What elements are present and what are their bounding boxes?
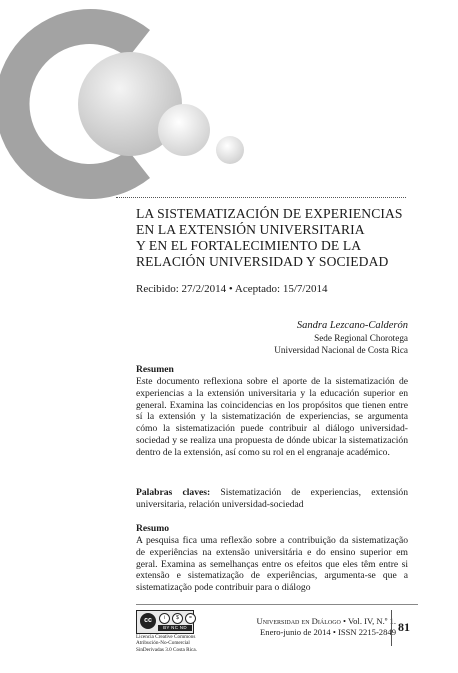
author-block — [274, 320, 408, 356]
received-accepted-dates: Recibido: 27/2/2014 • Aceptado: 15/7/2014 — [136, 283, 328, 295]
author-affiliation: Sede Regional Chorotega — [314, 333, 408, 343]
author-affiliation: Universidad Nacional de Costa Rica — [274, 345, 408, 355]
creative-commons-badge — [136, 610, 194, 634]
keywords — [136, 487, 408, 511]
journal-issue-issn: Enero-junio de 2014 • ISSN 2215-2849 — [260, 627, 396, 637]
author-name: Sandra Lezcano-Calderón — [296, 320, 408, 331]
title-line: RELACIÓN UNIVERSIDAD Y SOCIEDAD — [136, 254, 389, 269]
page-number: 81 — [398, 620, 410, 634]
journal-citation — [257, 616, 396, 638]
cc-icon: cc — [140, 613, 156, 629]
footer-rule — [136, 604, 418, 605]
dotted-divider — [116, 197, 406, 198]
license-text: Licencia Creative Commons Atribución-No-Comercial SinDerivadas 3.0 Costa Rica. — [136, 634, 197, 653]
noncommercial-icon: $ — [172, 613, 183, 624]
noderivatives-icon: = — [185, 613, 196, 624]
keywords-text: Sistematización de experiencias, extensión universitaria, relación universidad-sociedad — [136, 487, 408, 510]
article-title — [136, 206, 416, 270]
medium-circle — [158, 104, 210, 156]
journal-volume: • Vol. IV, N.º 1. — [340, 616, 396, 626]
keywords-label: Palabras claves: — [136, 487, 211, 498]
resumen-heading: Resumen — [136, 364, 174, 375]
resumo-heading: Resumo — [136, 523, 170, 534]
footer-vertical-separator — [391, 610, 392, 646]
title-line: EN LA EXTENSIÓN UNIVERSITARIA — [136, 222, 365, 237]
title-line: Y EN EL FORTALECIMIENTO DE LA — [136, 238, 362, 253]
journal-name: Universidad en Diálogo — [256, 616, 341, 626]
title-line: LA SISTEMATIZACIÓN DE EXPERIENCIAS — [136, 206, 403, 221]
resumo-text: A pesquisa fica uma reflexão sobre a contribuição da sistematização de experiências na extensão universitária e do ensino superior em geral. Examina as semelhanças entre os efeitos que eles têm entre si extensão e sistematização de experiências, argumenta-se que a sistematização pode contribuir para o diálogo — [136, 535, 408, 594]
attribution-icon: i — [159, 613, 170, 624]
decorative-circles-graphic — [0, 0, 260, 200]
small-circle — [216, 136, 244, 164]
cc-badge-labels: BY NC ND — [158, 625, 192, 631]
resumen-text: Este documento reflexiona sobre el aporte de la sistematización de experiencias a la extensión universitaria y la educación superior en general. Examina las coincidencias en los propósitos que tienen entre sí la extensión y la sistematización de experiencias, se argumenta cómo la sistematización puede contribuir al diálogo universidad-sociedad y se realiza una propuesta de dónde ubicar la sistematización dentro de la extensión, así como su rol en el engranaje académico. — [136, 376, 408, 458]
